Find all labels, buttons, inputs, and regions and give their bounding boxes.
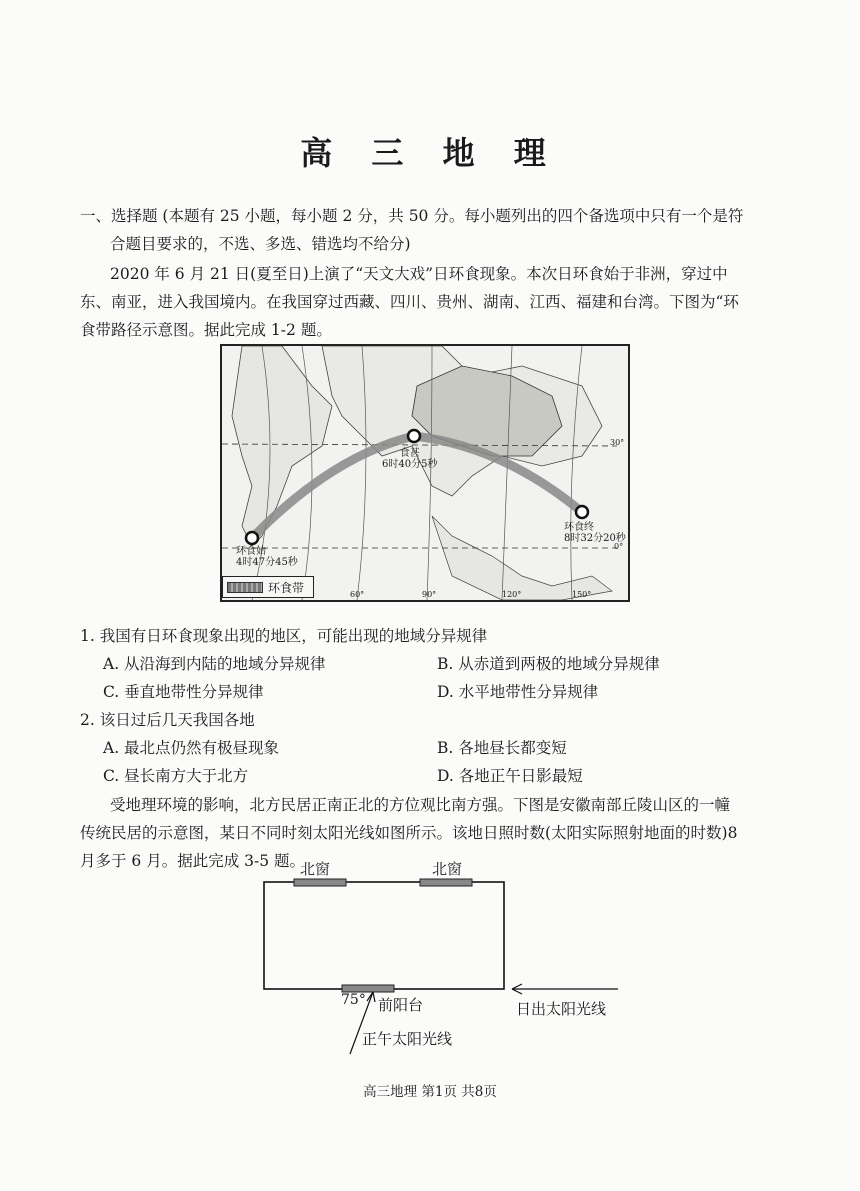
start-label: 环食始 [236, 546, 266, 557]
map-legend [222, 576, 314, 598]
intro2-line3: 月多于 6 月。据此完成 3-5 题。 [80, 852, 306, 870]
eclipse-path-map [220, 344, 630, 602]
balcony-bar [342, 985, 394, 992]
q1-option-a[interactable]: A. 从沿海到内陆的地域分异规律 [103, 655, 326, 673]
north-window-1-bar [294, 879, 346, 886]
section-heading-line1: 一、选择题 (本题有 25 小题，每小题 2 分，共 50 分。每小题列出的四个备选项中只有一个是符 [80, 207, 744, 225]
start-time: 4时47分45秒 [236, 557, 298, 568]
q2-option-c[interactable]: C. 昼长南方大于北方 [103, 767, 249, 785]
intro1-line3: 食带路径示意图。据此完成 1-2 题。 [80, 321, 332, 339]
north-window-2-label: 北窗 [432, 860, 463, 878]
eclipse-start-marker [246, 532, 258, 544]
north-window-1-label: 北窗 [300, 860, 331, 878]
max-time: 6时40分5秒 [382, 459, 438, 470]
page-footer: 高三地理 第1页 共8页 [363, 1084, 497, 1100]
lon-120-label: 120° [502, 590, 522, 599]
intro1-line1: 2020 年 6 月 21 日(夏至日)上演了“天文大戏”日环食现象。本次日环食始于非洲，穿过中 [110, 265, 728, 283]
end-label: 环食终 [564, 522, 594, 533]
max-label: 食甚 [399, 448, 420, 459]
balcony-label: 前阳台 [378, 996, 424, 1014]
lon-150-label: 150° [572, 590, 592, 599]
house-diagram [250, 858, 630, 1058]
lat-0-label: 0° [614, 542, 624, 551]
q1-option-d[interactable]: D. 水平地带性分异规律 [437, 683, 599, 701]
q2-option-b[interactable]: B. 各地昼长都变短 [437, 739, 567, 757]
legend-label: 环食带 [268, 580, 305, 595]
legend-swatch [227, 582, 263, 593]
house-outline [264, 882, 504, 989]
lon-90-label: 90° [422, 590, 437, 599]
angle-label: 75° [341, 992, 366, 1008]
intro2-line1: 受地理环境的影响，北方民居正南正北的方位观比南方强。下图是安徽南部丘陵山区的一幢 [110, 796, 731, 814]
page-title: 高 三 地 理 [300, 134, 560, 172]
lat-30-label: 30° [610, 438, 625, 447]
q2-option-a[interactable]: A. 最北点仍然有极昼现象 [103, 739, 280, 757]
eclipse-max-marker [408, 430, 420, 442]
eclipse-end-marker [576, 506, 588, 518]
intro1-line2: 东、南亚，进入我国境内。在我国穿过西藏、四川、贵州、湖南、江西、福建和台湾。下图为“环 [80, 293, 739, 311]
section-heading-line2: 合题目要求的，不选、多选、错选均不给分) [110, 235, 411, 253]
end-time: 8时32分20秒 [564, 533, 626, 544]
q2-option-d[interactable]: D. 各地正午日影最短 [437, 767, 583, 785]
sunrise-ray-label: 日出太阳光线 [516, 1000, 607, 1018]
north-window-2-bar [420, 879, 472, 886]
q1-option-b[interactable]: B. 从赤道到两极的地域分异规律 [437, 655, 660, 673]
q1-option-c[interactable]: C. 垂直地带性分异规律 [103, 683, 264, 701]
question-2-stem: 2. 该日过后几天我国各地 [80, 711, 255, 729]
question-1-stem: 1. 我国有日环食现象出现的地区，可能出现的地域分异规律 [80, 627, 488, 645]
lon-60-label: 60° [350, 590, 365, 599]
intro2-line2: 传统民居的示意图，某日不同时刻太阳光线如图所示。该地日照时数(太阳实际照射地面的时数)8 [80, 824, 738, 842]
noon-ray-label: 正午太阳光线 [362, 1030, 453, 1048]
